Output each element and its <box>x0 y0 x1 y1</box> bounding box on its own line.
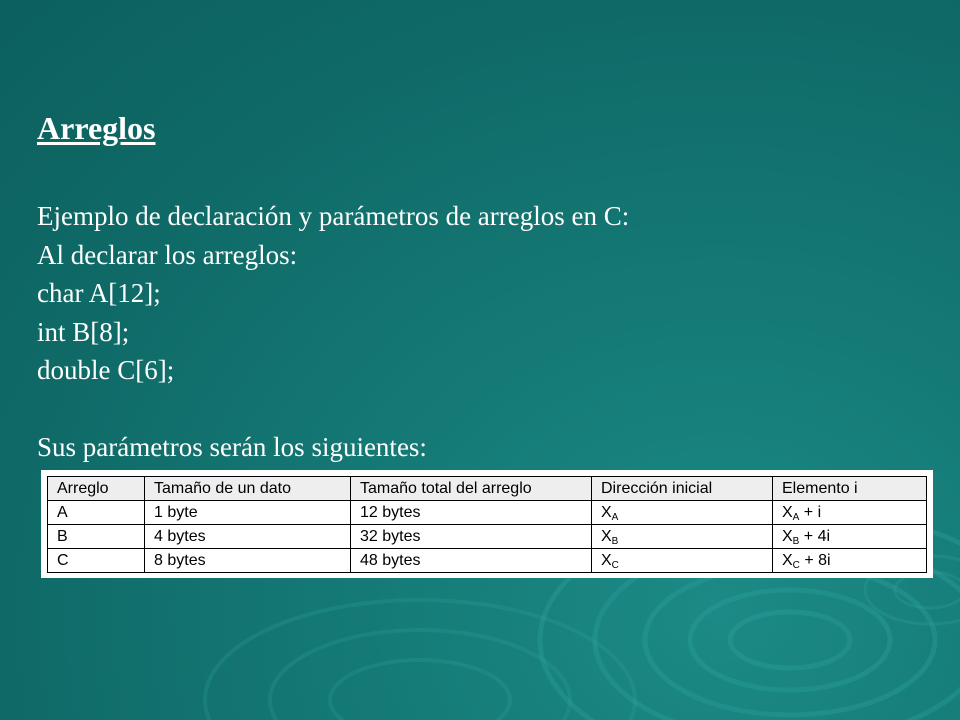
cell-tam-dato: 4 bytes <box>145 525 351 549</box>
table-row <box>48 501 927 525</box>
slide-body <box>37 197 629 467</box>
cell-tam-dato: 1 byte <box>145 501 351 525</box>
elem-subscript: A <box>792 512 800 523</box>
elem-base: X <box>782 552 793 569</box>
header-direccion: Dirección inicial <box>592 477 773 501</box>
code-line-int: int B[8]; <box>37 316 130 347</box>
header-elemento: Elemento i <box>773 477 927 501</box>
dir-base: X <box>601 504 612 521</box>
cell-direccion <box>592 549 773 573</box>
cell-arreglo: A <box>48 501 145 525</box>
table-row <box>48 549 927 573</box>
params-intro-line: Sus parámetros serán los siguientes: <box>37 432 427 462</box>
cell-tam-dato: 8 bytes <box>145 549 351 573</box>
header-arreglo: Arreglo <box>48 477 145 501</box>
header-tam-dato: Tamaño de un dato <box>145 477 351 501</box>
declare-line: Al declarar los arreglos: <box>37 239 298 270</box>
cell-arreglo: B <box>48 525 145 549</box>
cell-elemento <box>773 501 927 525</box>
elem-subscript: B <box>792 536 800 547</box>
elem-subscript: C <box>792 560 800 571</box>
code-line-double: double C[6]; <box>37 355 175 385</box>
dir-base: X <box>601 528 612 545</box>
params-table <box>47 476 927 573</box>
cell-tam-total: 12 bytes <box>351 501 592 525</box>
dir-base: X <box>601 552 612 569</box>
elem-rest: + i <box>799 504 822 521</box>
cell-arreglo: C <box>48 549 145 573</box>
elem-rest: + 4i <box>799 528 831 545</box>
cell-direccion <box>592 501 773 525</box>
dir-subscript: A <box>611 512 619 523</box>
dir-subscript: C <box>611 560 619 571</box>
intro-line: Ejemplo de declaración y parámetros de arreglos en C: <box>37 201 630 231</box>
cell-elemento <box>773 525 927 549</box>
code-line-char: char A[12]; <box>37 278 161 308</box>
cell-tam-total: 32 bytes <box>351 525 592 549</box>
table-header-row <box>48 477 927 501</box>
elem-base: X <box>782 528 793 545</box>
cell-elemento <box>773 549 927 573</box>
table-row <box>48 525 927 549</box>
cell-tam-total: 48 bytes <box>351 549 592 573</box>
dir-subscript: B <box>611 536 619 547</box>
cell-direccion <box>592 525 773 549</box>
params-table-panel <box>41 470 933 578</box>
elem-base: X <box>782 504 793 521</box>
elem-rest: + 8i <box>799 552 831 569</box>
paragraph-gap <box>37 390 629 429</box>
slide-title: Arreglos <box>37 110 156 146</box>
header-tam-total: Tamaño total del arreglo <box>351 477 592 501</box>
